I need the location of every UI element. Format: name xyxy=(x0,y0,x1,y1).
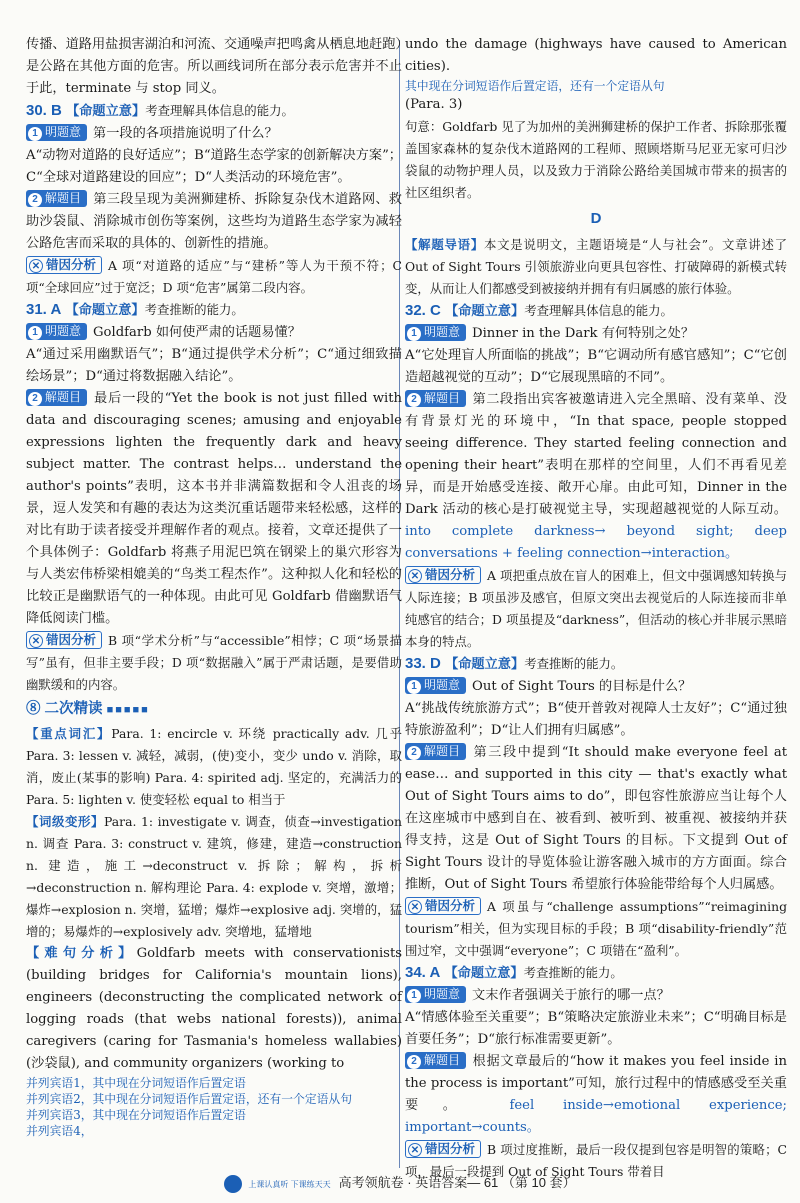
q31-question: Goldfarb 如何使严肃的话题易懂？ xyxy=(93,325,301,340)
right-column xyxy=(405,34,787,1183)
question-32 xyxy=(405,300,787,653)
q30-error-analysis: A 项“对道路的适应”与“建桥”等人为干预不符；C 项“全球回应”过于宽泛；D 项“危害”属第二段内容。 xyxy=(26,258,402,295)
q30-tag-jietimu: 2 解题目 xyxy=(26,190,87,207)
guide-head: 【解题导语】 xyxy=(405,237,484,252)
second-reading-title: ⑧ 二次精读 ■■■■■ xyxy=(26,701,150,717)
q33-tag-cuoyin: ✕ 错因分析 xyxy=(405,897,481,915)
morph-head: 【词级变形】 xyxy=(26,814,104,829)
q33-question: Out of Sight Tours 的目标是什么？ xyxy=(472,679,692,694)
q34-number: 34. A xyxy=(405,964,441,981)
q34-tag-jietimu: 2 解题目 xyxy=(405,1052,466,1069)
q32-solution-mapping: into complete darkness→ beyond sight; deep conversations + feeling connection→interaction。 xyxy=(405,524,787,561)
publisher-logo-icon xyxy=(224,1175,242,1193)
q31-error-analysis: B 项“学术分析”与“accessible”相悖；C 项“场景描写”虽有，但非主要手段；D 项“数据融入”属于严肃话题，是要借助幽默缓和的内容。 xyxy=(26,633,402,692)
q32-error-analysis: A 项把重点放在盲人的困难上，但文中强调感知转换与人际连接；B 项虽涉及感官，但原文突出去视觉后的人际连接而非单纯感官的结合；D 项虽提及“darkness”，但活动的核心并非展示黑暗本身的特点。 xyxy=(405,568,787,649)
q32-options: A“它处理盲人所面临的挑战”；B“它调动所有感官感知”；C“它创造超越视觉的互动”；D“它展现黑暗的不同”。 xyxy=(405,348,787,385)
hard-sentence-text: Goldfarb meets with conservationists (building bridges for California's mountain lions), engineers (deconstructing the complicated network of logging roads (that webs national forests)), animal caregivers (caring for Tasmania's homeless wallabies)(沙袋鼠), and community organizers (working to xyxy=(26,946,403,1071)
q31-head-text: 考查推断的能力。 xyxy=(144,302,244,317)
q30-tag-mingtiyi: 1 明题意 xyxy=(26,124,87,141)
vocab-head: 【重点词汇】 xyxy=(26,726,112,741)
q30-head: 【命题立意】 xyxy=(66,104,146,119)
q31-tag-cuoyin: ✕ 错因分析 xyxy=(26,631,102,649)
hard-note-2: 并列宾语2，其中现在分词短语作后置定语，还有一个定语从句 xyxy=(26,1092,353,1106)
q30-head-text: 考查理解具体信息的能力。 xyxy=(145,103,294,118)
q34-error-analysis: B 项过度推断，最后一段仅提到包容是明智的策略；C 项，最后一段提到 Out of Sight Tours 带着目 xyxy=(405,1142,787,1179)
q31-head: 【命题立意】 xyxy=(65,303,145,318)
q34-head-text: 考查推断的能力。 xyxy=(523,965,623,980)
q33-head-text: 考查推断的能力。 xyxy=(524,656,624,671)
hard-note-3: 并列宾语3，其中现在分词短语作后置定语 xyxy=(26,1108,246,1122)
q34-question: 文末作者强调关于旅行的哪一点？ xyxy=(472,988,670,1003)
q33-options: A“挑战传统旅游方式”；B“使开普敦对视障人士友好”；C“通过独特旅游盈利”；D“让人们拥有归属感”。 xyxy=(405,701,787,738)
guide-text: 本文是说明文，主题语境是“人与社会”。文章讲述了 Out of Sight Tours 引领旅游业向更具包容性、打破障碍的新模式转变，从而让人们都感受到被接纳并拥有有归属感的旅行体验。 xyxy=(405,237,788,296)
intro-paragraph: 传播、道路用盐损害湖泊和河流、交通噪声把鸣禽从栖息地赶跑）是公路在其他方面的危害。所以画线词所在部分表示危害并不止于此，terminate 与 stop 同义。 xyxy=(26,37,402,96)
hard-note-1: 并列宾语1，其中现在分词短语作后置定语 xyxy=(26,1076,246,1090)
left-column xyxy=(26,34,402,1139)
hard-sentence-head: 【难句分析】 xyxy=(26,946,137,961)
q32-solution: 第二段指出宾客被邀请进入完全黑暗、没有菜单、没有背景灯光的环境中，“In that space, people stopped seeing difference. They started feeling connection and opening their heart”表明在那样的空间里，人们不再看见差异，而是开始感受连接、敞开心扉。由此可知，Dinner in the Dark 活动的核心是打破视觉主导，实现超越视觉的人际互动。 xyxy=(405,392,787,517)
q30-tag-cuoyin: ✕ 错因分析 xyxy=(26,256,102,274)
q34-options: A“情感体验至关重要”；B“策略决定旅游业未来”；C“明确目标是首要任务”；D“旅行标准需要更新”。 xyxy=(405,1010,787,1047)
q31-solution: 最后一段的“Yet the book is not just filled with data and discouraging scenes; amusing and enjoyable expressions lighten the frequently dark and heavy subject matter. The contrast helps… understand the author's points”表明，这本书并非满篇数据和令人沮丧的场景，逗人发笑和有趣的表达为这类沉重话题带来轻松感，这样的对比有助于读者接受并理解作者的观点。接着，文章还提供了一个具体例子：Goldfarb 将燕子用泥巴筑在钢梁上的巢穴形容为与人类宏伟桥梁相媲美的“鸟类工程杰作”。这种拟人化和轻松的比较正是幽默语气的一种体现。由此可见 Goldfarb 借幽默语气降低阅读门槛。 xyxy=(26,391,402,626)
q32-tag-jietimu: 2 解题目 xyxy=(405,390,466,407)
section-d-title: D xyxy=(590,210,602,227)
q33-tag-jietimu: 2 解题目 xyxy=(405,743,466,760)
q33-tag-mingtiyi: 1 明题意 xyxy=(405,677,466,694)
q34-tag-mingtiyi: 1 明题意 xyxy=(405,986,466,1003)
sentence-continued-note: 其中现在分词短语作后置定语，还有一个定语从句 xyxy=(405,79,665,93)
q32-tag-mingtiyi: 1 明题意 xyxy=(405,324,466,341)
q31-number: 31. A xyxy=(26,301,62,318)
hard-note-4: 并列宾语4， xyxy=(26,1124,93,1138)
q33-error-analysis: A 项虽与“challenge assumptions”“reimagining tourism”相关，但为实现目标的手段；B 项“disability-friendly”范围过窄，文中强调“everyone”；C 项错在“盈利”。 xyxy=(405,899,787,958)
q31-options: A“通过采用幽默语气”；B“通过提供学术分析”；C“通过细致描绘场景”；D“通过将数据融入结论”。 xyxy=(26,347,402,384)
sentence-continued: undo the damage (highways have caused to American cities). xyxy=(405,37,787,74)
question-33 xyxy=(405,653,787,962)
q30-solution: 第三段呈现为美洲狮建桥、拆除复杂伐木道路网、救助沙袋鼠、消除城市创伤等案例，这些均为道路生态学家为减轻公路危害而采取的具体的、创新性的措施。 xyxy=(26,192,402,251)
q32-tag-cuoyin: ✕ 错因分析 xyxy=(405,566,481,584)
sentence-para-ref: (Para. 3) xyxy=(405,97,463,112)
q30-options: A“动物对道路的良好适应”；B“道路生态学家的创新解决方案”；C“全球对道路建设的回应”；D“人类活动的环境危害”。 xyxy=(26,148,402,185)
vocab-text: Para. 1: encircle v. 环绕 practically adv. 几乎 Para. 3: lessen v. 减轻，减弱，(使)变小，变少 undo v. 消除，取消，废止(某事的影响) Para. 4: spirited adj. 坚定的，充满活力的 Para. 5: lighten v. 使变轻松 equal to 相当于 xyxy=(26,726,402,807)
second-reading xyxy=(26,698,402,1139)
q34-solution: 根据文章最后的“how it makes you feel inside in the process is important”可知，旅行过程中的情感感受至关重要。 xyxy=(405,1054,787,1113)
question-31 xyxy=(26,299,402,696)
q33-solution: 第三段中提到“It should make everyone feel at ease… and supported in this city — that's exactly what Out of Sight Tours aims to do”，即包容性旅游应当让每个人在这座城市中感到自在、被看到、被听到、被重视、被接纳并获得支持，这是 Out of Sight Tours 的目标。下文提到 Out of Sight Tours 设计的导览体验让游客融入城市的方方面面。综合推断，Out of Sight Tours 希望旅行体验能带给每个人归属感。 xyxy=(405,745,787,892)
q32-head-text: 考查理解具体信息的能力。 xyxy=(524,303,673,318)
q32-head: 【命题立意】 xyxy=(445,304,525,319)
question-30 xyxy=(26,100,402,299)
q32-number: 32. C xyxy=(405,302,441,319)
q34-solution-mapping: feel inside→emotional experience; important→counts。 xyxy=(405,1098,787,1135)
q30-number: 30. B xyxy=(26,102,62,119)
q34-head: 【命题立意】 xyxy=(444,966,524,981)
morph-text: Para. 1: investigate v. 调查，侦查→investigation n. 调查 Para. 3: construct v. 建筑，修建，建造→construction n. 建造，施工→deconstruct v. 拆除；解构，拆析→deconstruction n. 解构理论 Para. 4: explode v. 突增，激增；爆炸→explosion n. 突增，猛增；爆炸→explosive adj. 突增的，猛增的；易爆炸的→explosively adv. 突增地，猛增地 xyxy=(26,814,402,939)
question-34 xyxy=(405,962,787,1183)
q33-number: 33. D xyxy=(405,655,441,672)
publisher-logo-text: 上课认真听 下课练天天 xyxy=(248,1180,331,1189)
sentence-translation: 句意：Goldfarb 见了为加州的美洲狮建桥的保护工作者、拆除那张覆盖国家森林的复杂伐木道路网的工程师、照顾塔斯马尼亚无家可归沙袋鼠的动物护理人员，以及致力于消除公路给美国城市带来的损害的社区组织者。 xyxy=(405,119,787,200)
q33-head: 【命题立意】 xyxy=(445,657,525,672)
q31-tag-mingtiyi: 1 明题意 xyxy=(26,323,87,340)
footer-text: 高考领航卷 · 英语答案— 61 （第 10 套） xyxy=(338,1175,576,1190)
q30-question: 第一段的各项措施说明了什么？ xyxy=(93,126,278,141)
q34-tag-cuoyin: ✕ 错因分析 xyxy=(405,1140,481,1158)
q32-question: Dinner in the Dark 有何特别之处？ xyxy=(472,326,695,341)
page-footer xyxy=(0,1172,800,1196)
q31-tag-jietimu: 2 解题目 xyxy=(26,389,87,406)
